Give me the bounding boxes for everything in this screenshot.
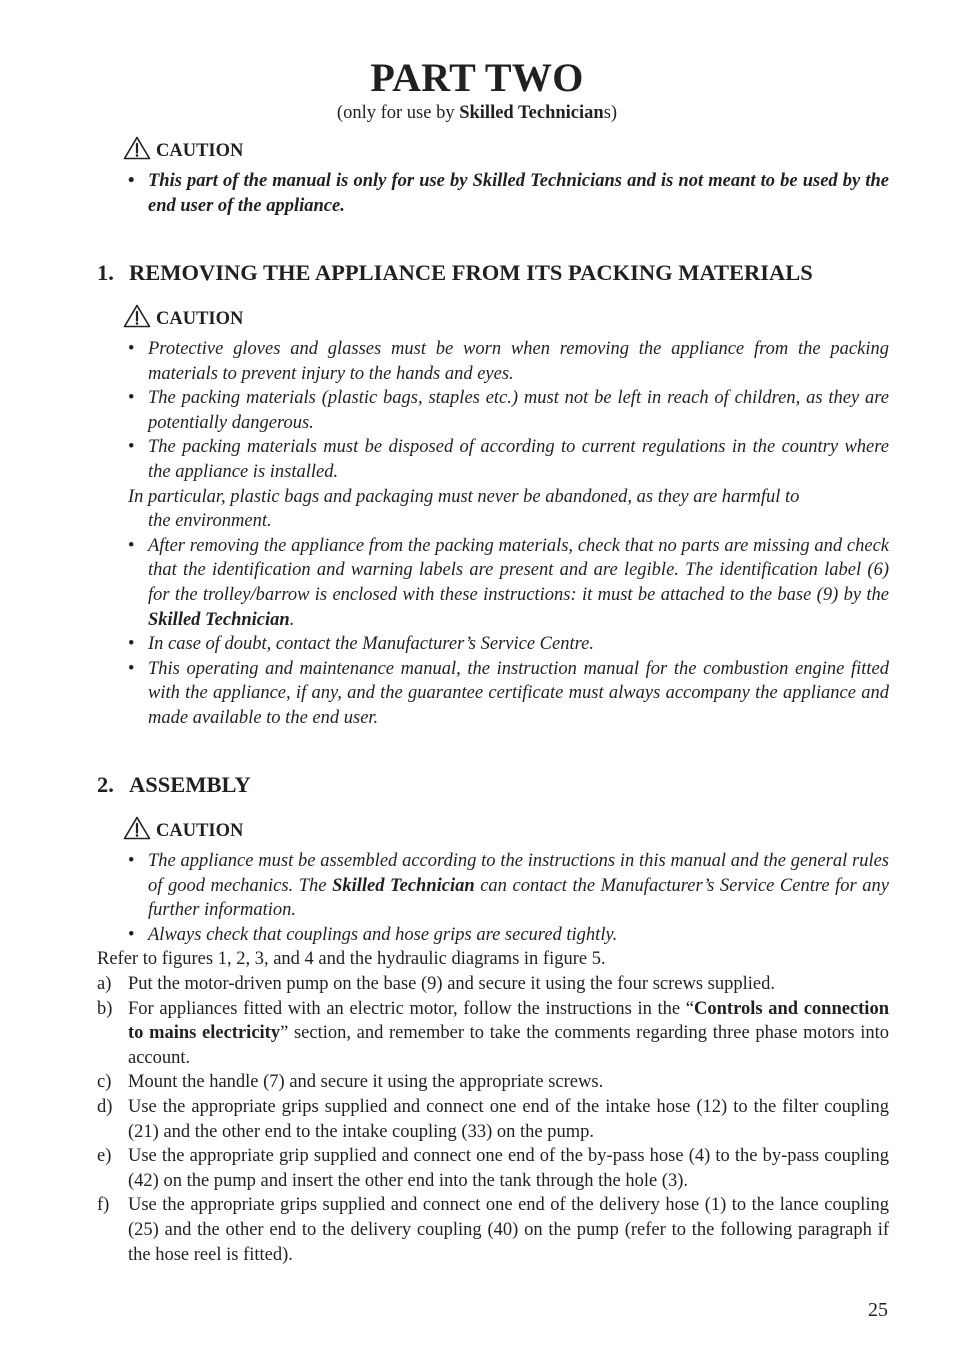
assembly-step-c [97,1070,889,1095]
section-heading-removing [97,259,897,287]
warning-triangle-icon [123,136,151,160]
bullet-dot: • [128,924,135,945]
list-item [97,534,889,632]
step-label: c) [97,1072,112,1093]
step-label: e) [97,1146,112,1167]
list-item [97,923,889,948]
list-item-text: After removing the appliance from the packing materials, check that no parts are missing and check that the identification and warning labels are present and are legible. The identification label (6) for the trolley/barrow is enclosed with these instructions: it must be attached to the base (9) by the [148,535,889,605]
environment-note [97,485,889,534]
section-number: 1. [97,260,114,285]
list-item-text: The appliance must be assembled according to the instructions in this manual and the general rules of good mechanics. The [148,851,889,896]
list-item [97,435,889,484]
caution-label: CAUTION [156,309,244,329]
list-item [97,337,889,386]
assembly-step-e [97,1144,889,1193]
bullet-dot: • [128,634,135,655]
step-label: a) [97,973,112,994]
figure-reference: Refer to figures 1, 2, 3, and 4 and the hydraulic diagrams in figure 5. [97,949,606,970]
caution-label: CAUTION [156,141,244,161]
caution-label: CAUTION [156,821,244,841]
warning-triangle-icon [123,816,151,840]
step-text: Use the appropriate grip supplied and connect one end of the by-pass hose (4) to the by-pass coupling (42) on the pump and insert the other end into the tank through the hole (3). [128,1146,889,1191]
list-item [97,632,889,657]
caution-bullet [97,169,889,218]
step-text: Use the appropriate grips supplied and connect one end of the delivery hose (1) to the lance coupling (25) and the other end to the delivery coupling (40) on the pump (refer to the following paragraph if the hose reel is fitted). [128,1195,889,1265]
caution-bullet-text: This part of the manual is only for use by Skilled Technicians and is not meant to be used by the end user of the appliance. [148,171,889,216]
page-number: 25 [868,1299,888,1321]
list-item-text: The packing materials must be disposed of according to current regulations in the country where the appliance is installed. [148,437,889,482]
page-subtitle [0,101,954,125]
list-item-bold: Skilled Technician [332,875,475,896]
bullet-dot: • [128,851,135,871]
list-item [97,386,889,435]
list-item-text: Protective gloves and glasses must be worn when removing the appliance from the packing materials to prevent injury to the hands and eyes. [148,339,889,384]
bullet-dot: • [128,339,135,359]
caution-heading [123,816,243,843]
list-item-text: . [289,609,295,630]
page-title: PART TWO [370,55,584,100]
step-text: Mount the handle (7) and secure it using the appropriate screws. [128,1072,604,1093]
assembly-step-b [97,997,889,1071]
section-title: REMOVING THE APPLIANCE FROM ITS PACKING MATERIALS [129,260,813,285]
list-item-text: Always check that couplings and hose grips are secured tightly. [148,924,618,945]
bullet-dot: • [128,437,135,458]
subtitle-text: (only for use by [336,103,460,123]
step-bold: Controls and connection to mains electricity [128,998,889,1044]
section1-caution-list [97,337,889,731]
bullet-dot: • [128,535,135,556]
subtitle-bold: Skilled Technician [459,103,604,123]
list-item-text: In case of doubt, contact the Manufacturer’s Service Centre. [148,634,594,655]
caution-heading [123,304,243,331]
caution-heading [123,136,243,163]
list-item-text: The packing materials (plastic bags, staples etc.) must not be left in reach of children, as they are potentially dangerous. [148,388,889,433]
section-number: 2. [97,772,114,797]
subtitle-suffix: s) [603,103,618,123]
step-text: For appliances fitted with an electric motor, follow the instructions in the “ [128,998,695,1019]
step-label: b) [97,998,113,1019]
warning-triangle-icon [123,304,151,328]
bullet-dot: • [128,171,135,191]
step-text: ” section, and remember to take the comments regarding three phase motors into account. [128,1023,889,1068]
list-item-text: can contact the Manufacturer’s Service Centre for any further information. [148,875,889,921]
step-text: Put the motor-driven pump on the base (9) and secure it using the four screws supplied. [128,973,775,994]
list-item-text: This operating and maintenance manual, the instruction manual for the combustion engine fitted with the appliance, if any, and the guarantee certificate must always accompany the appliance and made available to the end user. [148,658,889,728]
assembly-step-d [97,1095,889,1144]
step-label: f) [97,1195,110,1216]
section-heading-assembly [97,771,897,799]
list-item [97,849,889,923]
note-line: the environment. [148,511,272,532]
step-text: Use the appropriate grips supplied and connect one end of the intake hose (12) to the filter coupling (21) and the other end to the intake coupling (33) on the pump. [128,1096,889,1142]
intro-caution-list [97,169,889,218]
bullet-dot: • [128,658,135,679]
assembly-step-f [97,1193,889,1267]
list-item [97,657,889,731]
section2-content [97,849,889,1267]
list-item-bold: Skilled Technician [148,609,290,630]
note-line: In particular, plastic bags and packaging must never be abandoned, as they are harmful to [128,486,800,507]
assembly-step-a [97,972,889,997]
bullet-dot: • [128,388,135,409]
section-title: ASSEMBLY [129,772,251,797]
step-label: d) [97,1096,113,1117]
